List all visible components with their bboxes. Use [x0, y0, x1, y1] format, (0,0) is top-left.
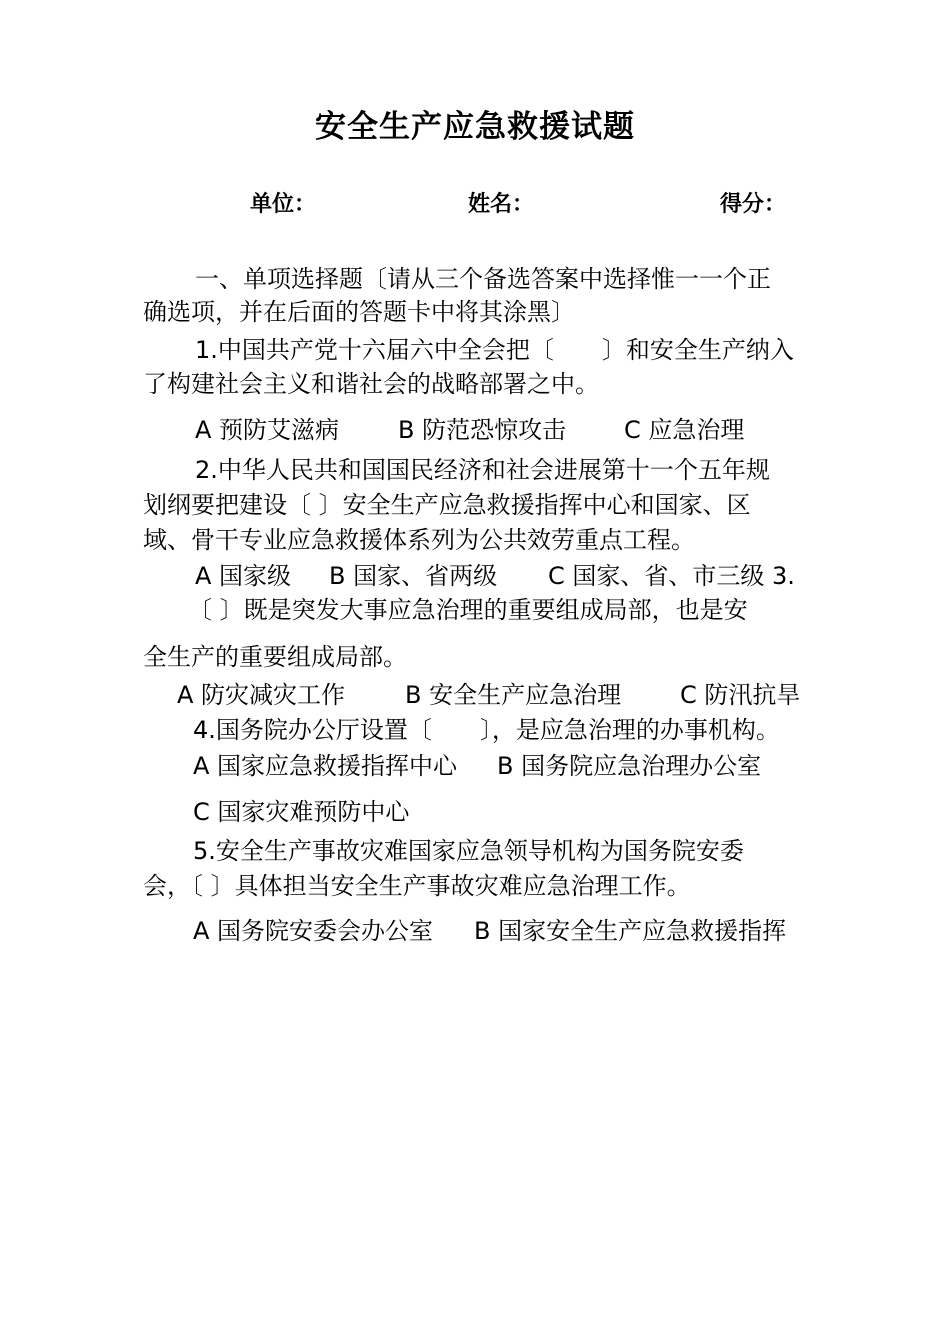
name-label: 姓名：	[468, 192, 535, 217]
question-2-option-a: A 国家级	[195, 562, 292, 590]
unit-label: 单位：	[250, 192, 317, 217]
document-title: 安全生产应急救援试题	[315, 109, 635, 145]
question-4-option-c: C 国家灾难预防中心	[193, 798, 410, 826]
question-1-option-c: C 应急治理	[624, 416, 745, 444]
question-5-line1: 5.安全生产事故灾难国家应急领导机构为国务院安委	[193, 837, 744, 865]
question-5-option-b: B 国家安全生产应急救援指挥	[474, 917, 787, 945]
question-5-line2: 会，〔 〕具体担当安全生产事故灾难应急治理工作。	[143, 872, 691, 900]
question-3-line1: 〔 〕既是突发大事应急治理的重要组成局部，也是安	[188, 596, 748, 624]
question-2-option-b: B 国家、省两级	[329, 562, 498, 590]
question-1-option-a: A 预防艾滋病	[195, 416, 340, 444]
score-label: 得分：	[720, 192, 787, 217]
question-2-line2: 划纲要把建设〔 〕安全生产应急救援指挥中心和国家、区	[143, 491, 751, 519]
question-4-line1: 4.国务院办公厅设置〔 〕，是应急治理的办事机构。	[193, 716, 780, 744]
question-5-option-a: A 国务院安委会办公室	[193, 917, 434, 945]
question-2-line1: 2.中华人民共和国国民经济和社会进展第十一个五年规	[195, 456, 770, 484]
question-2-line3: 域、骨干专业应急救援体系列为公共效劳重点工程。	[143, 526, 695, 554]
question-1-option-b: B 防范恐惊攻击	[398, 416, 567, 444]
section-heading-line2: 确选项，并在后面的答题卡中将其涂黑〕	[143, 298, 575, 326]
question-1-line2: 了构建社会主义和谐社会的战略部署之中。	[143, 370, 599, 398]
question-1-line1: 1.中国共产党十六届六中全会把〔 〕和安全生产纳入	[195, 336, 794, 364]
question-4-option-a: A 国家应急救援指挥中心	[193, 752, 458, 780]
question-3-line2: 全生产的重要组成局部。	[143, 643, 407, 671]
question-3-option-b: B 安全生产应急治理	[405, 681, 622, 709]
question-2-option-c: C 国家、省、市三级 3.	[548, 562, 795, 590]
question-3-option-c: C 防汛抗旱	[680, 681, 801, 709]
question-4-option-b: B 国务院应急治理办公室	[497, 752, 762, 780]
section-heading-line1: 一、单项选择题〔请从三个备选答案中选择惟一一个正	[195, 265, 771, 293]
question-3-option-a: A 防灾减灾工作	[177, 681, 346, 709]
